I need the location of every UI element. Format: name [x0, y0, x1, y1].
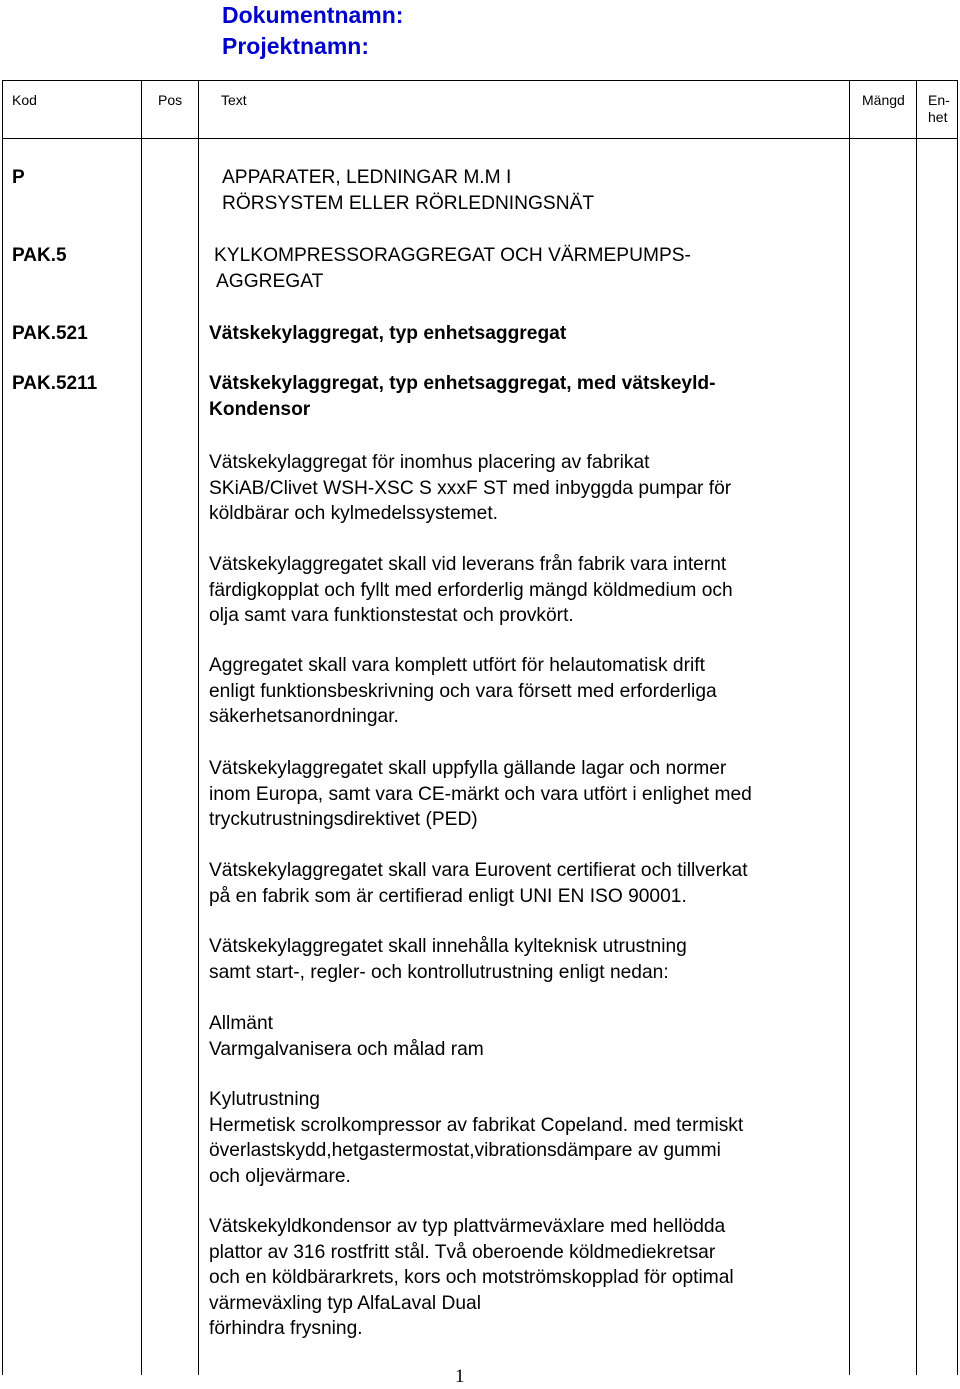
table-top-border — [2, 80, 958, 81]
paragraph-line: Allmänt — [209, 1013, 273, 1034]
code-pak521: PAK.521 — [12, 323, 88, 344]
paragraph-line: färdigkopplat och fyllt med erforderlig mängd köldmedium och — [209, 579, 733, 601]
paragraph-line: samt start-, regler- och kontrollutrustning enligt nedan: — [209, 961, 669, 983]
document-name-label: Dokumentnamn: — [222, 2, 404, 28]
table-left-border — [2, 80, 3, 1375]
heading-enhetsaggregat-line: Vätskekylaggregat, typ enhetsaggregat — [209, 323, 567, 344]
header-enhet-line2: het — [928, 109, 948, 125]
column-divider-kod — [141, 80, 142, 1375]
paragraph-line: enligt funktionsbeskrivning och vara försett med erforderliga — [209, 680, 717, 702]
paragraph-helautomatisk — [209, 653, 849, 730]
code-pak5211: PAK.5211 — [12, 373, 98, 394]
paragraph-line: Kylutrustning — [209, 1089, 320, 1110]
paragraph-line: värmeväxling typ AlfaLaval Dual — [209, 1292, 481, 1314]
table-right-border — [957, 80, 958, 1375]
paragraph-line: Varmgalvanisera och målad ram — [209, 1038, 484, 1060]
header-bottom-border — [2, 138, 958, 139]
page-number: 1 — [455, 1366, 465, 1387]
paragraph-line: Aggregatet skall vara komplett utfört för helautomatisk drift — [209, 655, 705, 676]
paragraph-utrustning — [209, 934, 849, 985]
heading-apparater-line1: APPARATER, LEDNINGAR M.M I — [222, 167, 512, 188]
paragraph-line: inom Europa, samt vara CE-märkt och vara utfört i enlighet med — [209, 783, 752, 805]
code-p: P — [12, 167, 25, 188]
paragraph-line: Vätskekylaggregatet skall vid leverans från fabrik vara internt — [209, 554, 727, 575]
paragraph-line: Vätskekylaggregat för inomhus placering av fabrikat — [209, 452, 650, 473]
heading-enhetsaggregat — [209, 321, 849, 347]
paragraph-fabrikat — [209, 450, 849, 527]
heading-vatskeyld-line2: Kondensor — [209, 398, 311, 420]
code-pak5: PAK.5 — [12, 245, 67, 266]
paragraph-kylutrustning — [209, 1087, 849, 1189]
paragraph-line: Vätskekylaggregatet skall uppfylla gällande lagar och normer — [209, 758, 727, 779]
column-divider-pos — [198, 80, 199, 1375]
paragraph-allmant — [209, 1011, 849, 1062]
paragraph-lagar — [209, 756, 849, 833]
paragraph-line: förhindra frysning. — [209, 1318, 363, 1340]
paragraph-line: Hermetisk scrolkompressor av fabrikat Copeland. med termiskt — [209, 1114, 744, 1136]
heading-apparater-line2: RÖRSYSTEM ELLER RÖRLEDNINGSNÄT — [222, 192, 595, 214]
paragraph-line: SKiAB/Clivet WSH-XSC S xxxF ST med inbyggda pumpar för — [209, 477, 732, 499]
paragraph-line: säkerhetsanordningar. — [209, 706, 399, 728]
heading-vatskeyld — [209, 371, 849, 422]
header-kod: Kod — [12, 92, 37, 108]
header-mangd: Mängd — [862, 92, 905, 108]
heading-vatskeyld-line1: Vätskekylaggregat, typ enhetsaggregat, med vätskeyld- — [209, 373, 716, 394]
column-divider-mangd — [916, 80, 917, 1375]
paragraph-line: tryckutrustningsdirektivet (PED) — [209, 809, 478, 831]
paragraph-line: plattor av 316 rostfritt stål. Två oberoende köldmediekretsar — [209, 1241, 716, 1263]
paragraph-line: köldbärar och kylmedelssystemet. — [209, 503, 498, 525]
heading-kylkompressor-line1: KYLKOMPRESSORAGGREGAT OCH VÄRMEPUMPS- — [214, 245, 691, 266]
paragraph-line: och en köldbärarkrets, kors och motströmskopplad för optimal — [209, 1267, 734, 1289]
paragraph-line: Vätskekylaggregatet skall innehålla kylteknisk utrustning — [209, 936, 687, 957]
paragraph-kondensor — [209, 1214, 849, 1342]
project-name-label: Projektnamn: — [222, 33, 369, 59]
paragraph-line: på en fabrik som är certifierad enligt UNI EN ISO 90001. — [209, 885, 687, 907]
paragraph-line: överlastskydd,hetgastermostat,vibrationsdämpare av gummi — [209, 1140, 721, 1162]
paragraph-line: Vätskekylaggregatet skall vara Eurovent certifierat och tillverkat — [209, 860, 748, 881]
paragraph-eurovent — [209, 858, 849, 909]
header-enhet-line1: En- — [928, 92, 950, 108]
heading-kylkompressor — [214, 243, 854, 294]
heading-apparater — [222, 165, 862, 216]
document-title — [222, 0, 403, 62]
paragraph-leverans — [209, 552, 849, 629]
paragraph-line: olja samt vara funktionstestat och provkört. — [209, 605, 574, 627]
header-pos: Pos — [158, 92, 183, 108]
paragraph-line: och oljevärmare. — [209, 1165, 351, 1187]
header-text: Text — [221, 92, 247, 108]
paragraph-line: Vätskekyldkondensor av typ plattvärmeväxlare med hellödda — [209, 1216, 726, 1237]
heading-kylkompressor-line2: AGGREGAT — [216, 270, 324, 292]
